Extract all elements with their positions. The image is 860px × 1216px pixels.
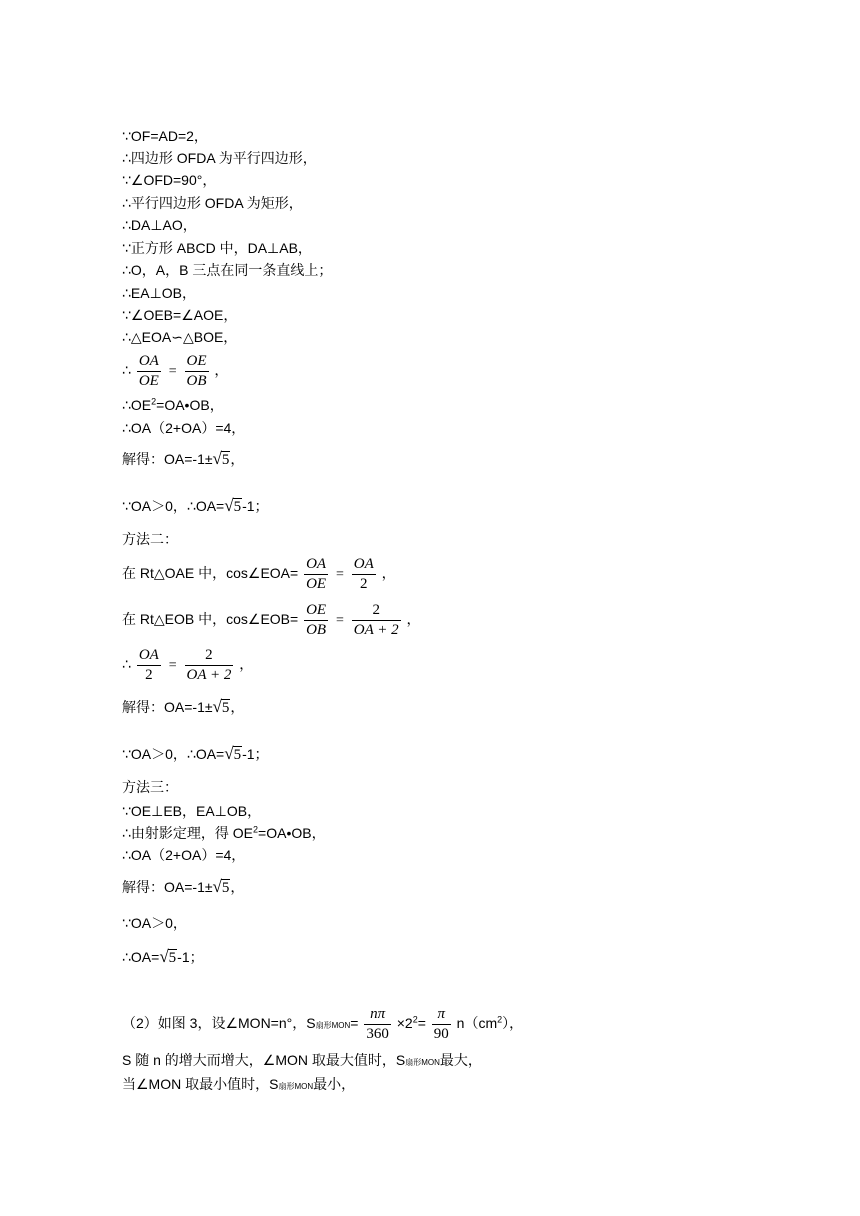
fraction: $\frac{2}{OA + 2}$ [186,646,232,683]
conclusion-line: ∵OA＞0，∴OA=√5-1； [122,744,269,764]
text-line: ∴平行四边形 OFDA 为矩形， [122,195,303,211]
sqrt-symbol: √5 [224,744,242,764]
sector-area-formula: （2）如图 3，设∠MON=n°，S扇形MON= $\frac{n\pi}{360}$ $\times 2^2=$ $\frac{\pi}{90}$ $n(cm^2)$， [122,1005,524,1042]
section-heading: 方法三： [122,781,178,796]
fraction: $\frac{2}{OA + 2}$ [353,601,399,638]
section-heading: 方法二： [122,533,178,548]
fraction: $\frac{OA}{2}$ [138,646,159,683]
text-line: ∴O，A，B 三点在同一条直线上； [122,262,333,278]
cos-equation: 在 Rt△EOB 中，cos∠EOB= $\frac{OE}{OB}$ = $\frac{2}{OA + 2}$ ， [122,601,421,638]
conclusion-line: ∵OA＞0，∴OA=√5-1； [122,496,269,516]
sqrt-symbol: √5 [212,697,230,717]
text-line: S 随 n 的增大而增大，∠MON 取最大值时，S扇形MON最大， [122,1052,482,1068]
ratio-equation: ∴ $\frac{OA}{OE}$ = $\frac{OE}{OB}$ ， [122,352,229,389]
text-line: ∵OF=AD=2， [122,128,208,144]
solve-line: 解得：OA=-1±√5， [122,449,245,469]
text-line: ∴DA⊥AO， [122,217,197,233]
text-line: ∵∠OFD=90°， [122,172,217,188]
sqrt-symbol: √5 [212,877,230,897]
text-line: $\therefore OE^2=OA•OB$， [122,396,224,413]
fraction: $\frac{OE}{OB}$ [306,601,327,638]
text-line: ∴EA⊥OB， [122,285,197,301]
text-line: ∴OA（2+OA）=4， [122,847,246,863]
fraction: $\frac{n\pi}{360}$ [366,1005,389,1042]
sqrt-symbol: √5 [159,947,177,967]
text-line: ∵OE⊥EB，EA⊥OB， [122,803,262,819]
solve-line: 解得：OA=-1±√5， [122,877,245,897]
cos-equation: 在 Rt△OAE 中，cos∠EOA= $\frac{OA}{OE}$ = $\frac{OA}{2}$ ， [122,555,396,592]
text-line: ∵OA＞0， [122,915,187,931]
fraction: $\frac{OA}{2}$ [353,555,374,592]
text-line: ∴OA（2+OA）=4， [122,420,246,436]
text-line: ∵正方形 ABCD 中，DA⊥AB， [122,240,312,256]
fraction: $\frac{OE}{OB}$ [186,352,207,389]
final-answer: ∴OA=√5-1； [122,947,204,967]
text-line: ∴△EOA∽△BOE， [122,329,238,345]
text-line: ∵∠OEB=∠AOE， [122,307,238,323]
fraction: $\frac{\pi}{90}$ [433,1005,449,1042]
sqrt-symbol: √5 [212,449,230,469]
solve-line: 解得：OA=-1±√5， [122,697,245,717]
fraction: $\frac{OA}{OE}$ [138,352,159,389]
text-line: ∴由射影定理，得 $OE^2=OA•OB$， [122,824,326,841]
sqrt-symbol: √5 [224,496,242,516]
text-line: ∴四边形 OFDA 为平行四边形， [122,150,317,166]
fraction: $\frac{OA}{OE}$ [306,555,327,592]
text-line: 当∠MON 取最小值时，S扇形MON最小， [122,1076,356,1092]
ratio-equation: ∴ $\frac{OA}{2}$ = $\frac{2}{OA + 2}$ ， [122,646,254,683]
